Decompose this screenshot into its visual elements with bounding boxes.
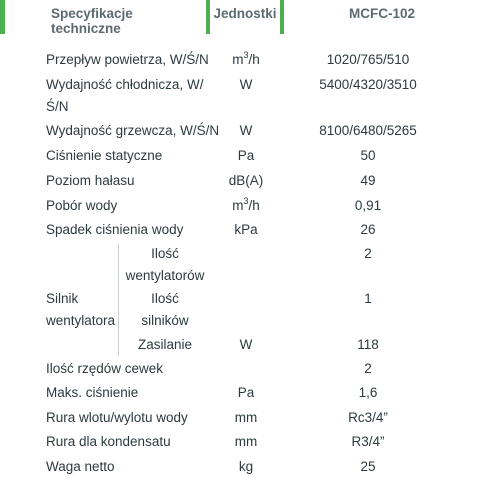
row-label-cooling-l2: Ś/N bbox=[46, 99, 69, 114]
row-label-cooling-l1: Wydajność chłodnicza, W/ bbox=[46, 77, 204, 92]
header-units-label: Jednostki bbox=[213, 6, 277, 21]
fan-group-label-l1: Silnik bbox=[46, 291, 79, 306]
row-value-condensate-pipe: R3/4” bbox=[351, 434, 385, 449]
row-value-airflow: 1020/765/510 bbox=[326, 52, 410, 67]
fan-sub-motors-l2: silników bbox=[141, 313, 189, 328]
row-value-water-flow: 0,91 bbox=[354, 198, 382, 213]
unit-base: m bbox=[232, 52, 244, 67]
row-label-water-flow: Pobór wody bbox=[46, 198, 118, 213]
row-unit-net-weight: kg bbox=[238, 459, 254, 474]
fan-sub-power-unit: W bbox=[239, 337, 253, 352]
fan-sub-fans-value: 2 bbox=[364, 246, 372, 261]
row-label-heating: Wydajność grzewcza, W/Ś/N bbox=[46, 123, 220, 138]
fan-sub-motors-l1: Ilość bbox=[151, 291, 179, 306]
row-value-water-pipe: Rc3/4” bbox=[348, 410, 388, 425]
row-label-static-pressure: Ciśnienie statyczne bbox=[46, 148, 163, 163]
row-unit-water-pipe: mm bbox=[234, 410, 258, 425]
unit-sup: 3 bbox=[243, 195, 249, 206]
header-spec bbox=[0, 0, 206, 34]
row-value-net-weight: 25 bbox=[360, 459, 376, 474]
header-model bbox=[284, 0, 480, 34]
fan-sub-fans-l2: wentylatorów bbox=[125, 268, 205, 283]
header-model-label: MCFC-102 bbox=[348, 6, 415, 21]
row-unit-noise: dB(A) bbox=[228, 173, 264, 188]
fan-group-label-l2: wentylatora bbox=[46, 313, 116, 328]
row-label-water-pressure-drop: Spadek ciśnienia wody bbox=[46, 222, 184, 237]
row-value-static-pressure: 50 bbox=[360, 148, 376, 163]
row-value-noise: 49 bbox=[360, 173, 376, 188]
row-value-coil-rows: 2 bbox=[364, 361, 372, 376]
header-units bbox=[206, 0, 284, 34]
fan-sub-motors-value: 1 bbox=[364, 291, 372, 306]
row-label-condensate-pipe: Rura dla kondensatu bbox=[46, 434, 171, 449]
header-spec-label: Specyfikacje techniczne bbox=[51, 6, 133, 36]
row-unit-static-pressure: Pa bbox=[237, 148, 255, 163]
row-label-water-pipe: Rura wlotu/wylotu wody bbox=[46, 410, 188, 425]
row-value-water-pressure-drop: 26 bbox=[360, 222, 376, 237]
row-unit-cooling: W bbox=[239, 77, 253, 92]
unit-tail: /h bbox=[248, 198, 260, 213]
row-unit-max-pressure: Pa bbox=[237, 385, 255, 400]
row-value-max-pressure: 1,6 bbox=[358, 385, 378, 400]
fan-sub-fans-l1: Ilość bbox=[151, 246, 179, 261]
fan-sub-power-value: 118 bbox=[357, 337, 379, 352]
row-label-max-pressure: Maks. ciśnienie bbox=[46, 385, 139, 400]
row-unit-water-pressure-drop: kPa bbox=[234, 222, 258, 237]
row-unit-condensate-pipe: mm bbox=[234, 434, 258, 449]
row-value-cooling: 5400/4320/3510 bbox=[319, 77, 417, 92]
row-label-noise: Poziom hałasu bbox=[46, 173, 135, 188]
row-label-net-weight: Waga netto bbox=[46, 459, 115, 474]
row-label-airflow: Przepływ powietrza, W/Ś/N bbox=[46, 52, 209, 67]
row-unit-heating: W bbox=[239, 123, 253, 138]
row-value-heating: 8100/6480/5265 bbox=[319, 123, 417, 138]
unit-tail: /h bbox=[248, 52, 260, 67]
fan-sub-power-label: Zasilanie bbox=[137, 337, 193, 352]
unit-base: m bbox=[232, 198, 244, 213]
row-label-coil-rows: Ilość rzędów cewek bbox=[46, 361, 164, 376]
unit-sup: 3 bbox=[243, 49, 249, 60]
row-unit-water-flow bbox=[210, 194, 282, 218]
row-unit-airflow bbox=[210, 48, 282, 72]
